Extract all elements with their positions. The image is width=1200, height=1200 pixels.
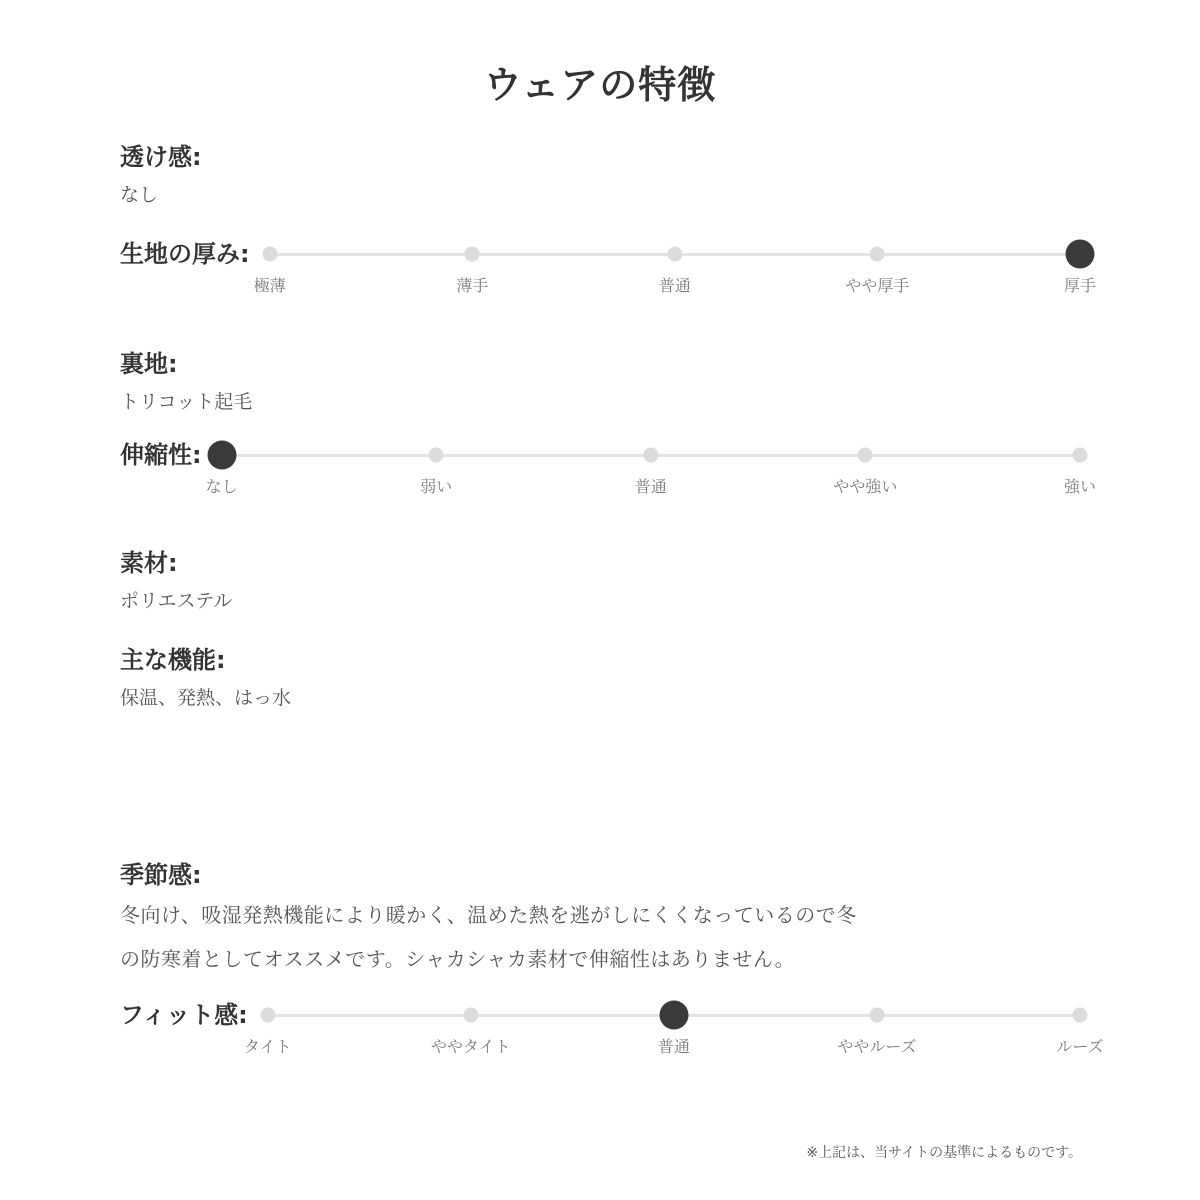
slider-option-label: 普通: [657, 1037, 690, 1056]
season-label: 季節感:: [120, 861, 202, 889]
functions-value: 保温、発熱、はっ水: [120, 687, 292, 709]
material-label: 素材:: [120, 549, 178, 577]
footnote: ※上記は、当サイトの基準によるものです。: [806, 1145, 1082, 1161]
slider-option-label: ややタイト: [430, 1037, 511, 1056]
slider-option-label: 厚手: [1063, 276, 1097, 295]
content: [0, 141, 1200, 1063]
slider-dot: [262, 247, 277, 262]
material-section: [120, 547, 1080, 614]
slider-dot: [858, 448, 873, 463]
fit-label: フィット感:: [120, 1001, 248, 1029]
slider-dot: [1073, 448, 1088, 463]
page-title: ウェアの特徴: [483, 63, 717, 107]
stretch-slider: [205, 441, 1097, 503]
thickness-label: 生地の厚み:: [120, 240, 250, 268]
stretch-label: 伸縮性:: [120, 441, 202, 469]
sheerness-section: [120, 141, 1080, 208]
slider-option-label: 弱い: [420, 477, 453, 496]
slider-option-label: 極薄: [253, 276, 286, 295]
season-section: [120, 859, 1080, 979]
lining-label: 裏地:: [120, 350, 178, 378]
thickness-section: [120, 240, 1097, 302]
slider-option-label: 普通: [634, 477, 667, 496]
slider-dot: [1073, 1008, 1088, 1023]
slider-option-label: 薄手: [456, 276, 489, 295]
slider-dot: [667, 247, 682, 262]
slider-option-label: なし: [205, 477, 238, 496]
slider-option-label: ルーズ: [1056, 1037, 1104, 1056]
slider-option-label: やや強い: [833, 477, 898, 496]
thickness-slider: [253, 240, 1097, 302]
slider-dot: [869, 1008, 884, 1023]
fit-section: [120, 1001, 1104, 1063]
slider-dot: [429, 448, 444, 463]
slider-dot: [643, 448, 658, 463]
season-text-line: 冬向け、吸湿発熱機能により暖かく、温めた熱を逃がしにくくなっているので冬: [120, 903, 857, 927]
lining-section: [120, 348, 1080, 415]
slider-dot-selected: [659, 1001, 688, 1030]
slider-dot: [463, 1008, 478, 1023]
slider-dot-selected: [207, 441, 236, 470]
slider-option-label: 普通: [658, 276, 691, 295]
slider-dot: [465, 247, 480, 262]
stretch-section: [120, 441, 1097, 503]
sheerness-label: 透け感:: [120, 143, 202, 171]
sheerness-value: なし: [120, 184, 159, 206]
functions-label: 主な機能:: [120, 646, 226, 674]
slider-option-label: やや厚手: [845, 276, 910, 295]
lining-value: トリコット起毛: [120, 391, 253, 413]
slider-option-label: ややルーズ: [837, 1037, 917, 1056]
slider-option-label: 強い: [1063, 477, 1097, 496]
slider-dot: [870, 247, 885, 262]
slider-dot-selected: [1066, 240, 1095, 269]
fit-slider: [243, 1001, 1104, 1063]
season-text-line: の防寒着としてオススメです。シャカシャカ素材で伸縮性はありません。: [120, 947, 796, 971]
material-value: ポリエステル: [120, 590, 233, 612]
slider-option-label: タイト: [243, 1037, 292, 1056]
functions-section: [120, 644, 1080, 711]
slider-dot: [260, 1008, 275, 1023]
